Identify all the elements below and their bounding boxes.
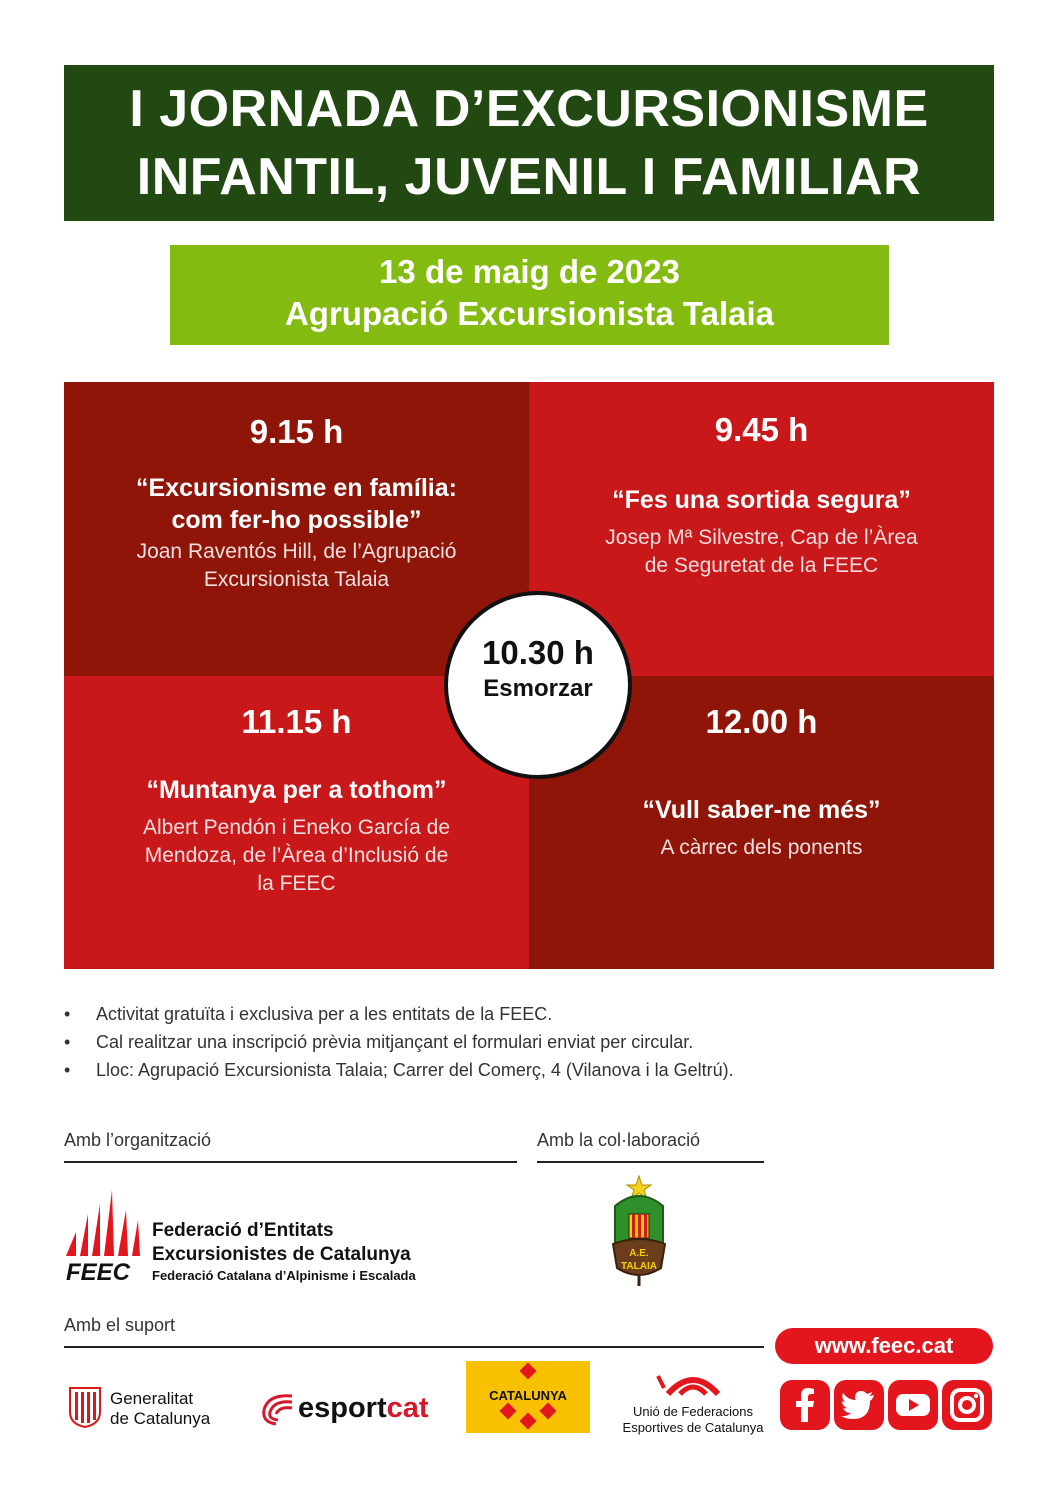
session-3-time: 11.15 h — [241, 702, 352, 740]
bullet: • — [64, 1060, 71, 1080]
title-banner — [64, 65, 994, 221]
note-text: Cal realitzar una inscripció prèvia mitjançant el formulari enviat per circular. — [96, 1032, 694, 1052]
generalitat-shield-icon — [68, 1386, 102, 1428]
talaia-emblem-icon — [607, 1172, 671, 1288]
break-circle — [444, 591, 632, 779]
bullet: • — [64, 1004, 71, 1024]
session-4-speaker: A càrrec dels ponents — [660, 835, 863, 859]
list-item — [64, 1000, 964, 1028]
ufec-line-2: Esportives de Catalunya — [622, 1420, 764, 1435]
talaia-name: TALAIA — [621, 1261, 657, 1272]
session-4-time: 12.00 h — [705, 702, 818, 740]
generalitat-logo — [68, 1386, 248, 1432]
support-label: Amb el suport — [64, 1315, 176, 1335]
generalitat-line-1: Generalitat — [110, 1389, 194, 1408]
youtube-icon[interactable] — [888, 1380, 938, 1430]
session-3-speaker-1: Albert Pendón i Eneko García de — [142, 815, 451, 839]
catalunya-logo — [466, 1361, 590, 1433]
title-line-1: I JORNADA D’EXCURSIONISME — [129, 80, 929, 138]
event-venue: Agrupació Excursionista Talaia — [284, 295, 775, 332]
facebook-icon[interactable] — [780, 1380, 830, 1430]
ufec-arcs-icon — [618, 1368, 768, 1402]
session-1-title-1: “Excursionisme en família: — [136, 474, 457, 502]
session-3-speaker-3: la FEEC — [257, 871, 336, 895]
session-1-speaker-2: Excursionista Talaia — [203, 568, 390, 591]
session-1-time: 9.15 h — [249, 413, 344, 450]
feec-logo — [64, 1190, 444, 1285]
session-3-title: “Muntanya per a tothom” — [146, 775, 447, 804]
twitter-icon[interactable] — [834, 1380, 884, 1430]
website-link[interactable]: www.feec.cat — [775, 1328, 993, 1364]
support-rule — [64, 1346, 764, 1348]
esportcat-wordmark — [298, 1392, 429, 1425]
list-item — [64, 1028, 964, 1056]
feec-mountain-icon — [64, 1190, 144, 1285]
organization-rule — [64, 1161, 517, 1163]
catalunya-wordmark: CATALUNYA — [489, 1388, 567, 1403]
collaboration-rule — [537, 1161, 764, 1163]
esportcat-swoosh-icon — [258, 1388, 298, 1432]
list-item — [64, 1056, 964, 1084]
esportcat-logo — [258, 1388, 453, 1432]
collaboration-label: Amb la col·laboració — [537, 1130, 701, 1150]
esportcat-part-2: cat — [386, 1392, 429, 1424]
session-3-speaker-2: Mendoza, de l’Àrea d’Inclusió de — [144, 843, 449, 867]
feec-name-3: Federació Catalana d’Alpinisme i Escalada — [152, 1268, 416, 1283]
feec-name-1: Federació d’Entitats — [152, 1220, 334, 1241]
break-time: 10.30 h — [482, 634, 594, 671]
session-2-speaker-2: de Seguretat de la FEEC — [644, 554, 879, 577]
title-line-2: INFANTIL, JUVENIL I FAMILIAR — [136, 148, 922, 206]
talaia-logo — [607, 1172, 671, 1288]
note-text: Activitat gratuïta i exclusiva per a les entitats de la FEEC. — [96, 1004, 553, 1024]
note-text: Lloc: Agrupació Excursionista Talaia; Carrer del Comerç, 4 (Vilanova i la Geltrú). — [96, 1060, 734, 1080]
session-1-speaker-1: Joan Raventós Hill, de l’Agrupació — [136, 540, 457, 563]
feec-name-2: Excursionistes de Catalunya — [152, 1244, 411, 1265]
event-date: 13 de maig de 2023 — [379, 253, 680, 290]
organization-label: Amb l’organització — [64, 1130, 212, 1150]
feec-mark: FEEC — [66, 1259, 131, 1285]
talaia-letters: A.E. — [629, 1248, 649, 1259]
bullet: • — [64, 1032, 71, 1052]
generalitat-line-2: de Catalunya — [110, 1409, 211, 1428]
date-banner — [170, 245, 889, 345]
session-2-time: 9.45 h — [714, 411, 809, 448]
session-1-title-2: com fer-ho possible” — [171, 506, 422, 534]
notes-list — [64, 1000, 964, 1084]
session-4-title: “Vull saber-ne més” — [642, 795, 881, 824]
instagram-icon[interactable] — [942, 1380, 992, 1430]
esportcat-part-1: esport — [298, 1392, 387, 1424]
session-2-speaker-1: Josep Mª Silvestre, Cap de l’Àrea — [605, 526, 918, 549]
ufec-line-1: Unió de Federacions — [633, 1404, 753, 1419]
session-2-title: “Fes una sortida segura” — [612, 486, 911, 514]
break-label: Esmorzar — [483, 675, 593, 702]
ufec-logo — [618, 1368, 768, 1436]
